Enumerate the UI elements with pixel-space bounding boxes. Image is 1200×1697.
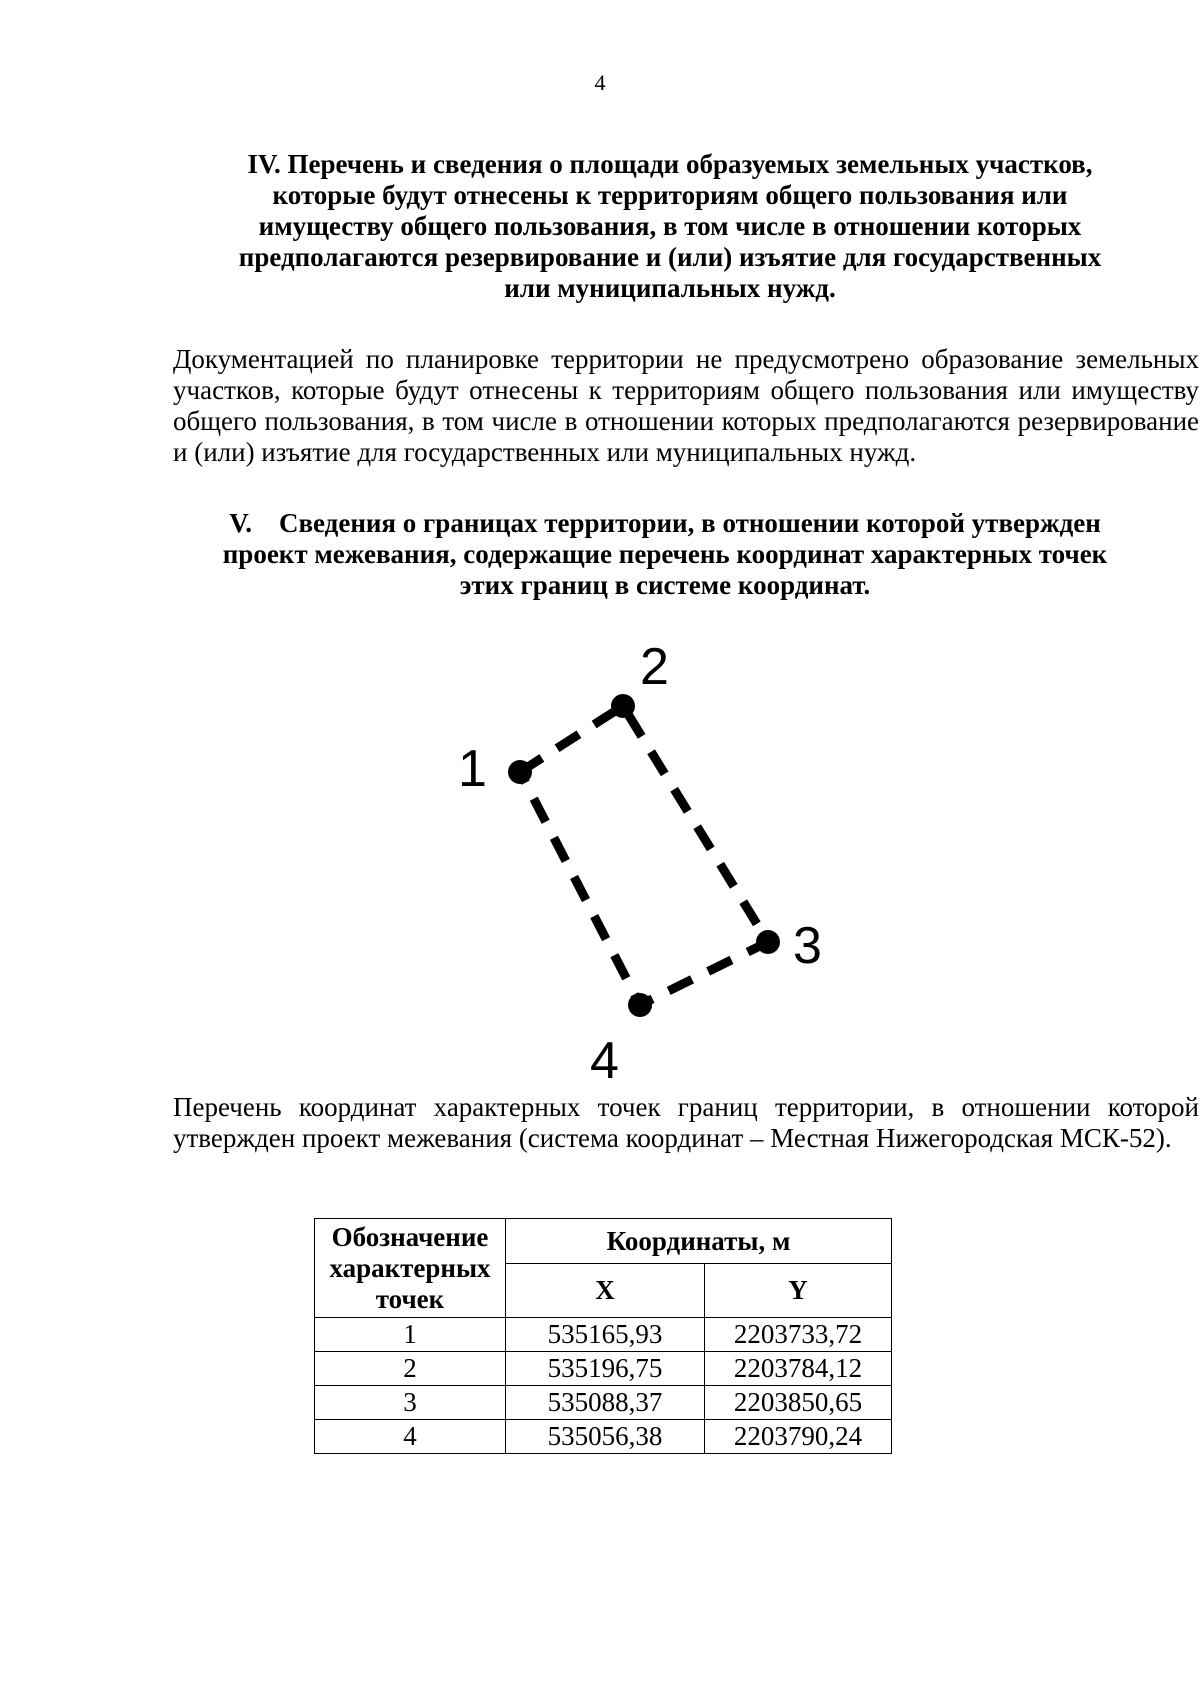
cell-x: 535088,37	[506, 1386, 705, 1420]
header-x: X	[506, 1264, 705, 1318]
table-header-row	[315, 1219, 892, 1264]
boundary-point-1	[508, 760, 532, 784]
page-number: 4	[594, 70, 606, 95]
heading-line: имуществу общего пользования, в том числе в отношении которых	[258, 211, 1082, 241]
section-5-paragraph: Перечень координат характерных точек границ территории, в отношении которой утвержден проект межевания (система координат – Местная Нижегородская МСК-52).	[173, 1092, 1199, 1153]
header-point-name: Обозначение характерных точек	[315, 1219, 506, 1318]
header-y: Y	[705, 1264, 892, 1318]
boundary-polygon	[520, 706, 768, 1005]
cell-y: 2203733,72	[705, 1318, 892, 1352]
cell-point: 2	[315, 1352, 506, 1386]
cell-point: 4	[315, 1420, 506, 1454]
table-row	[315, 1318, 892, 1352]
heading-line: или муниципальных нужд.	[504, 273, 836, 303]
heading-line: которые будут отнесены к территориям общего пользования или	[272, 180, 1068, 210]
heading-line: предполагаются резервирование и (или) изъятие для государственных	[238, 242, 1102, 272]
cell-point: 1	[315, 1318, 506, 1352]
cell-x: 535196,75	[506, 1352, 705, 1386]
boundary-point-2	[611, 694, 635, 718]
boundary-point-4	[628, 993, 652, 1017]
table-row	[315, 1386, 892, 1420]
boundary-point-3	[756, 930, 780, 954]
cell-y: 2203850,65	[705, 1386, 892, 1420]
cell-x: 535165,93	[506, 1318, 705, 1352]
heading-line: V. Сведения о границах территории, в отношении которой утвержден	[229, 508, 1101, 538]
section-4-paragraph: Документацией по планировке территории не предусмотрено образование земельных участков, которые будут отнесены к территориям общего пользования или имуществу общего пользования, в том числе в отношении которых предполагаются резервирование и (или) изъятие для государственных или муниципальных нужд.	[173, 344, 1199, 467]
point-label-4: 4	[590, 1032, 619, 1090]
cell-x: 535056,38	[506, 1420, 705, 1454]
point-label-3: 3	[793, 917, 822, 975]
cell-y: 2203790,24	[705, 1420, 892, 1454]
cell-point: 3	[315, 1386, 506, 1420]
coordinates-table	[314, 1218, 892, 1454]
header-coordinates: Координаты, м	[506, 1219, 892, 1264]
cell-y: 2203784,12	[705, 1352, 892, 1386]
heading-line: проект межевания, содержащие перечень координат характерных точек	[222, 539, 1108, 569]
table-row	[315, 1420, 892, 1454]
point-label-2: 2	[640, 638, 669, 696]
heading-line: этих границ в системе координат.	[459, 570, 871, 600]
table-row	[315, 1352, 892, 1386]
heading-line: IV. Перечень и сведения о площади образуемых земельных участков,	[247, 149, 1093, 179]
point-label-1: 1	[458, 740, 487, 798]
